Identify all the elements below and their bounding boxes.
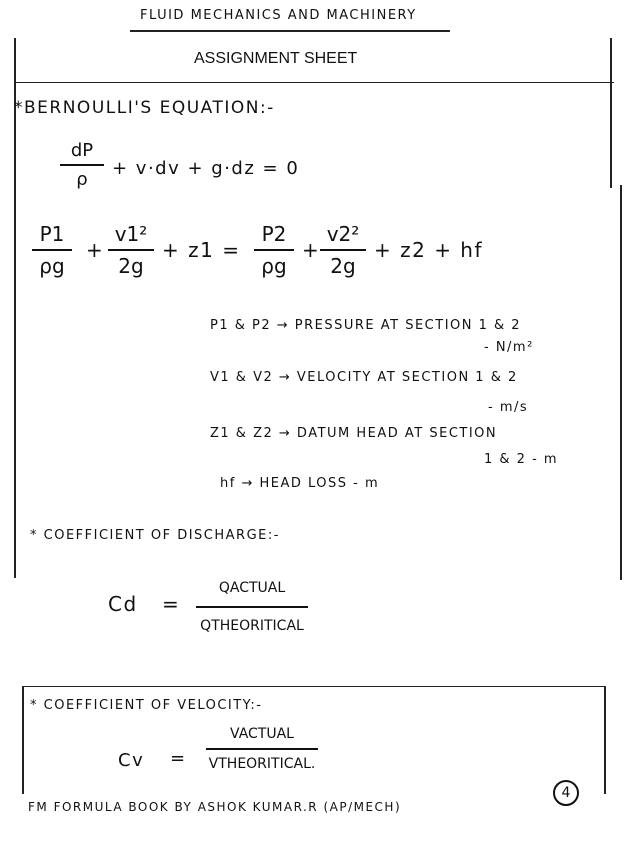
eq2-t3-num: P2: [261, 222, 287, 246]
assignment-sheet-title: ASSIGNMENT SHEET: [194, 50, 358, 67]
eq2-plus1: +: [86, 238, 105, 262]
velocity-box-top: [22, 686, 606, 687]
discharge-bar: [196, 606, 308, 608]
left-border-bottom: [22, 686, 24, 794]
header-box-bottom: [14, 82, 614, 83]
eq2-t2-bar: [108, 249, 154, 251]
eq2-t1-num: P1: [39, 222, 65, 246]
handwritten-title: FLUID MECHANICS AND MACHINERY: [140, 8, 417, 23]
eq2-term4: [320, 222, 366, 278]
right-border-mid: [620, 185, 622, 580]
eq2-tail: + z2 + hf: [374, 238, 484, 262]
discharge-den: QTHEORITICAL: [200, 618, 304, 634]
eq2-t1-bar: [32, 249, 72, 251]
velocity-num: VACTUAL: [230, 726, 294, 742]
definition-1-line1: P1 & P2 → PRESSURE AT SECTION 1 & 2: [210, 318, 522, 333]
velocity-den: VTHEORITICAL.: [208, 756, 316, 772]
definition-2-line1: V1 & V2 → VELOCITY AT SECTION 1 & 2: [210, 370, 518, 385]
discharge-num: QACTUAL: [218, 580, 286, 596]
velocity-fraction: [206, 726, 318, 772]
definition-3-line2: 1 & 2 - m: [484, 452, 559, 467]
definition-3-line1: Z1 & Z2 → DATUM HEAD AT SECTION: [210, 426, 498, 441]
discharge-lhs: Cd: [108, 592, 138, 616]
definition-2-line2: - m/s: [488, 400, 529, 415]
left-border-top: [14, 38, 16, 578]
eq2-term3: [254, 222, 294, 278]
definition-4-line1: hf → HEAD LOSS - m: [220, 476, 380, 491]
title-underline: [130, 30, 450, 32]
eq2-plus2: +: [302, 238, 321, 262]
eq2-t3-bar: [254, 249, 294, 251]
footer-text: FM FORMULA BOOK BY ASHOK KUMAR.R (AP/MECH): [28, 800, 402, 814]
discharge-equals: =: [162, 592, 181, 616]
eq1-bar: [60, 164, 104, 166]
eq2-term1: [32, 222, 72, 278]
eq1-fraction: [60, 140, 104, 190]
eq2-t4-num: v2²: [326, 222, 360, 246]
velocity-equals: =: [170, 748, 187, 769]
eq1-num: dP: [70, 140, 94, 161]
bernoulli-heading: *BERNOULLI'S EQUATION:-: [14, 98, 275, 118]
velocity-bar: [206, 748, 318, 750]
eq2-t2-den: 2g: [118, 254, 144, 278]
right-border-bottom: [604, 686, 606, 794]
eq2-t4-bar: [320, 249, 366, 251]
eq2-t2-num: v1²: [114, 222, 148, 246]
eq1-den: ρ: [76, 169, 88, 190]
eq2-t3-den: ρg: [261, 254, 287, 278]
right-border-top: [610, 38, 612, 188]
discharge-heading: * COEFFICIENT OF DISCHARGE:-: [30, 528, 280, 543]
eq2-term2: [108, 222, 154, 278]
page-number-badge: 4: [553, 780, 579, 806]
definition-1-line2: - N/m²: [484, 340, 534, 355]
eq2-mid: + z1 =: [162, 238, 241, 262]
eq1-rest: + v·dv + g·dz = 0: [112, 158, 300, 179]
discharge-fraction: [196, 580, 308, 634]
eq2-t4-den: 2g: [330, 254, 356, 278]
eq2-t1-den: ρg: [39, 254, 65, 278]
velocity-heading: * COEFFICIENT OF VELOCITY:-: [30, 698, 263, 713]
velocity-lhs: Cv: [118, 750, 145, 771]
